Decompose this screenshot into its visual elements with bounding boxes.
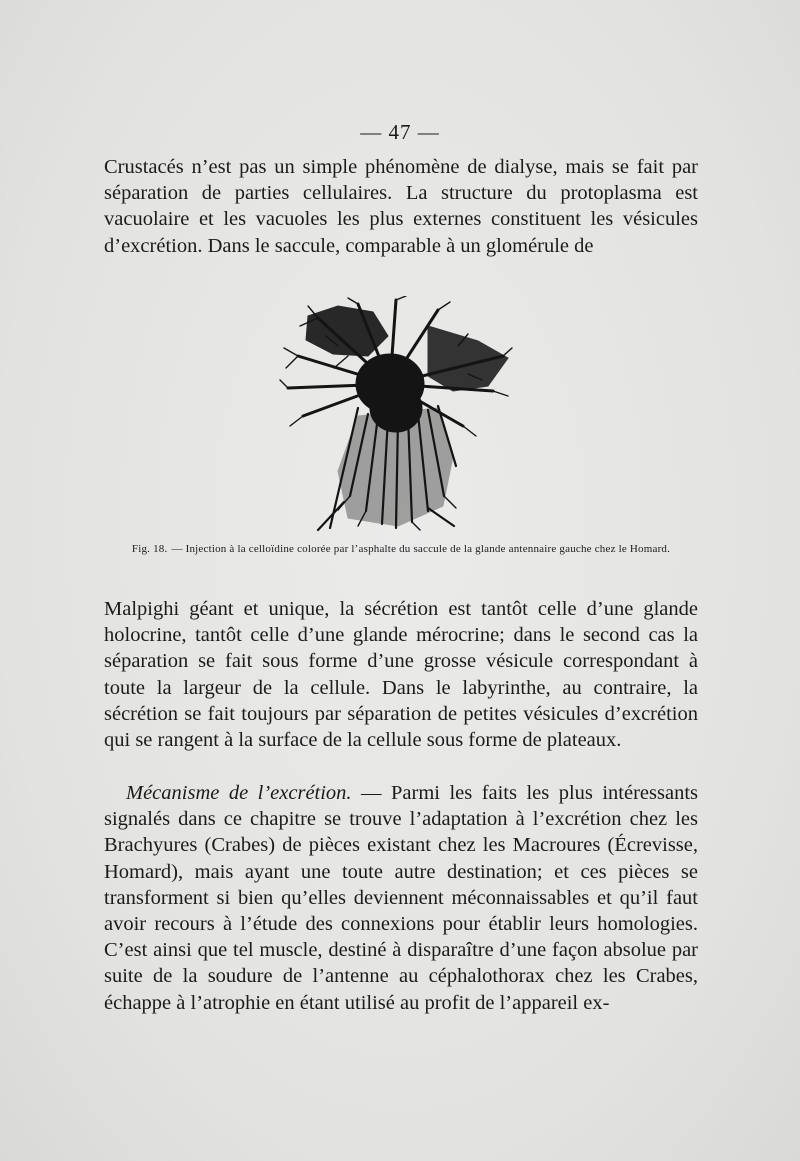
- figure-caption: [104, 542, 698, 557]
- paragraph-1: Crustacés n’est pas un simple phénomène de dialyse, mais se fait par séparation de parties cellulaires. La structure du protoplasma est vacuolaire et les vacuoles les plus externes constituent les vésicules d’excrétion. Dans le saccule, comparable à un glomérule de: [104, 156, 698, 257]
- paragraph-3-text: — Parmi les faits les plus intéressants signalés dans ce chapitre se trouve l’adaptation à l’excrétion chez les Brachyures (Crabes) de pièces existant chez les Macroures (Écrevisse, Homard), mais ayant une toute autre destination; et ces pièces se transforment si bien qu’elles deviennent méconnaissables et qu’il faut avoir recours à l’étude des connexions pour établir leurs homologies. C’est ainsi que tel muscle, destiné à disparaître d’une façon absolue par suite de la soudure de l’antenne au céphalothorax chez les Crabes, échappe à l’atrophie en étant utilisé au profit de l’appareil ex-: [104, 782, 698, 1014]
- section-heading: Mécanisme de l’excrétion.: [126, 782, 352, 804]
- figure-caption-text: — Injection à la celloïdine colorée par l’asphalte du saccule de la glande antennaire gauche chez le Homard.: [171, 543, 671, 555]
- paragraph-3: [104, 780, 698, 1016]
- figure-injection-illustration: [278, 296, 514, 532]
- page-number: — 47 —: [360, 120, 440, 144]
- figure-label: Fig. 18.: [131, 543, 168, 555]
- paragraph-2: Malpighi géant et unique, la sécrétion est tantôt celle d’une glande holocrine, tantôt celle d’une glande mérocrine; dans le second cas la séparation se fait sous forme d’une grosse vésicule correspondant à toute la largeur de la cellule. Dans le labyrinthe, au contraire, la sécrétion se fait toujours par séparation de petites vésicules d’excrétion qui se rangent à la surface de la cellule sous forme de plateaux.: [104, 598, 698, 752]
